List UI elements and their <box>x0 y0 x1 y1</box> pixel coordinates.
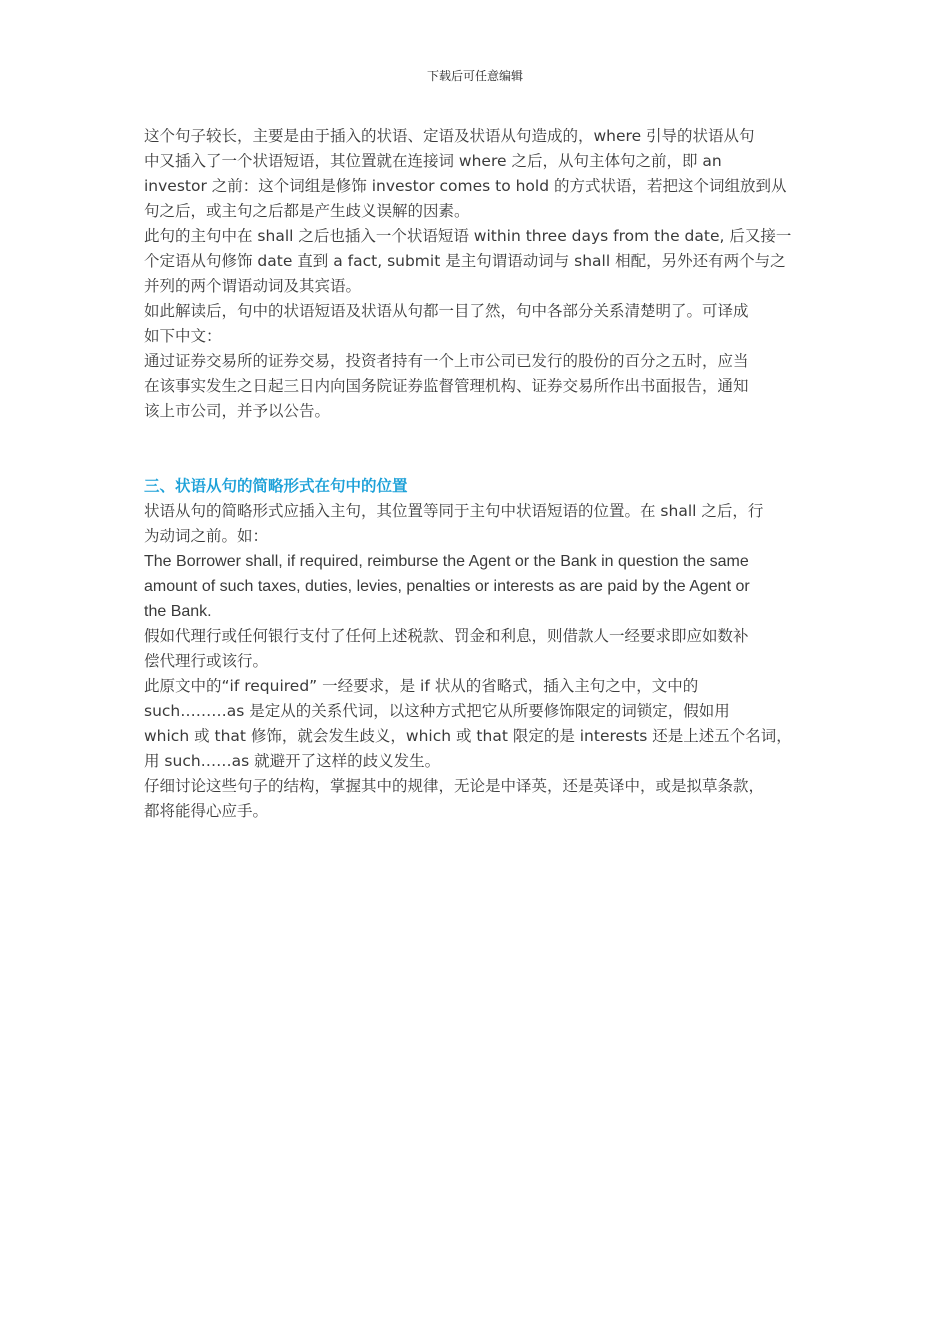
paragraph-translation-intro: 如此解读后，句中的状语短语及状语从句都一目了然，句中各部分关系清楚明了。可译成 如下中文： <box>144 302 749 345</box>
page-header: 下载后可任意编辑 <box>426 69 523 83</box>
paragraph-chinese-example: 假如代理行或任何银行支付了任何上述税款、罚金和利息，则借款人一经要求即应如数补 偿代理行或该行。 <box>144 627 749 670</box>
paragraph-section-intro: 状语从句的简略形式应插入主句，其位置等同于主句中状语短语的位置。在 shall 之后，行 为动词之前。如： <box>144 502 764 545</box>
section-spacer <box>144 424 810 474</box>
paragraph-sentence-analysis: 这个句子较长，主要是由于插入的状语、定语及状语从句造成的，where 引导的状语从句 中又插入了一个状语短语，其位置就在连接词 where 之后，从句主体句之前，即 an investor 之前：这个词组是修饰 investor comes to hold 的方式状语，若把这个词组放到从 句之后，或主句之后都是产生歧义误解的因素。 <box>144 127 787 220</box>
paragraph-conclusion: 仔细讨论这些句子的结构，掌握其中的规律，无论是中译英，还是英译中，或是拟草条款， 都将能得心应手。 <box>144 777 765 820</box>
paragraph-main-clause: 此句的主句中在 shall 之后也插入一个状语短语 within three days from the date, 后又接一 个定语从句修饰 date 直到 a fact, submit 是主句谓语动词与 shall 相配，另外还有两个与之 并列的两个谓语动词及其宾语。 <box>144 227 792 295</box>
paragraph-analysis: 此原文中的“if required” 一经要求，是 if 状从的省略式，插入主句之中，文中的 such………as 是定从的关系代词，以这种方式把它从所要修饰限定的词锁定，假如用 which 或 that 修饰，就会发生歧义，which 或 that 限定的是 interests 还是上述五个名词， 用 such……as 就避开了这样的歧义发生。 <box>144 677 792 770</box>
document-body <box>144 124 810 824</box>
paragraph-translation: 通过证券交易所的证券交易，投资者持有一个上市公司已发行的股份的百分之五时，应当 在该事实发生之日起三日内向国务院证券监督管理机构、证券交易所作出书面报告，通知 该上市公司，并予以公告。 <box>144 352 749 420</box>
paragraph-english-example: The Borrower shall, if required, reimburse the Agent or the Bank in question the same amount of such taxes, duties, levies, penalties or interests as are paid by the Agent or the Bank. <box>144 553 750 620</box>
section-heading: 三、状语从句的简略形式在句中的位置 <box>144 477 408 495</box>
